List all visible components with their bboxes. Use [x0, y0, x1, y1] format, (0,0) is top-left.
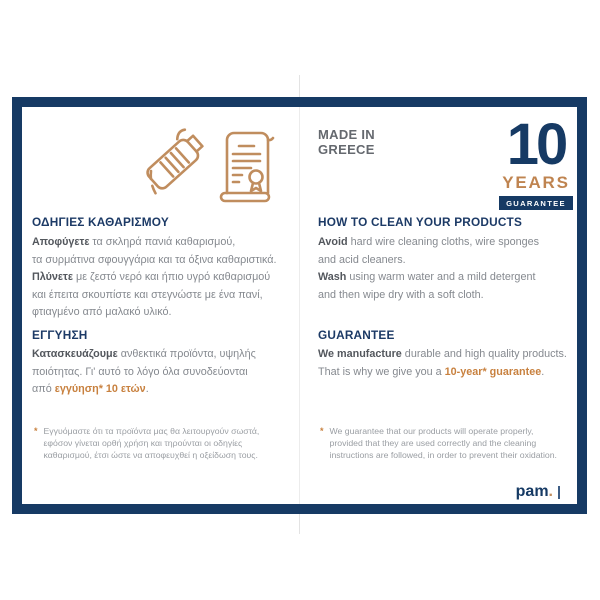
pam-logo-bar	[558, 486, 560, 499]
left-clean-paragraph	[32, 234, 304, 322]
left-footnote	[34, 425, 300, 462]
right-guarantee-heading: GUARANTEE	[318, 328, 395, 342]
body-text: φτιαγμένο από μαλακό υλικό.	[32, 306, 172, 318]
ten-years-guarantee-badge	[499, 112, 573, 210]
asterisk-mark: *	[34, 426, 38, 436]
body-text: ανθεκτικά προϊόντα, υψηλής	[117, 348, 256, 360]
body-bold: Πλύνετε	[32, 271, 73, 283]
body-bold: Κατασκευάζουμε	[32, 348, 118, 360]
right-guarantee-paragraph	[318, 346, 586, 381]
body-text: and acid cleaners.	[318, 253, 406, 266]
footnote-text: We guarantee that our products will operate properly, provided that they are used correctly and the cleaning instructions are followed, in order to prevent their oxidation.	[329, 426, 557, 461]
guarantee-accent-text: 10-year* guarantee	[444, 365, 542, 378]
body-bold: Avoid	[318, 236, 348, 248]
left-clean-heading: ΟΔΗΓΙΕΣ ΚΑΘΑΡΙΣΜΟΥ	[32, 215, 169, 229]
body-text: τα σκληρά πανιά καθαρισμού,	[89, 236, 236, 248]
body-text: και έπειτα σκουπίστε και στεγνώστε με ένα πανί,	[32, 288, 263, 301]
right-clean-paragraph	[318, 234, 586, 304]
fold-line-top	[299, 75, 300, 97]
body-text: ποιότητας. Γι' αυτό το λόγο όλα συνοδεύονται	[32, 365, 248, 378]
body-text: με ζεστό νερό και ήπιο υγρό καθαρισμού	[73, 271, 271, 283]
badge-guarantee-label: GUARANTEE	[499, 196, 573, 210]
left-guarantee-heading: ΕΓΓΥΗΣΗ	[32, 328, 88, 342]
body-text: .	[541, 365, 545, 378]
body-bold: Wash	[318, 271, 347, 283]
pam-logo	[516, 483, 560, 501]
hand-wiping-icon	[144, 121, 208, 205]
body-text: and then wipe dry with a soft cloth.	[318, 288, 484, 301]
card-frame	[12, 97, 587, 514]
body-bold: Αποφύγετε	[32, 236, 90, 248]
body-text: hard wire cleaning cloths, wire sponges	[347, 236, 540, 248]
guarantee-accent-text: εγγύηση* 10 ετών	[54, 383, 146, 395]
body-text: τα συρμάτινα σφουγγάρια και τα όξινα καθαριστικά.	[32, 253, 277, 266]
body-text: using warm water and a mild detergent	[346, 271, 536, 283]
right-clean-heading: HOW TO CLEAN YOUR PRODUCTS	[318, 215, 523, 229]
body-bold: We manufacture	[318, 348, 402, 360]
badge-number: 10	[506, 112, 566, 177]
body-text: από	[32, 383, 55, 395]
certificate-icon	[214, 125, 278, 209]
right-footnote	[320, 425, 586, 462]
body-text: That is why we give you a	[318, 365, 445, 378]
body-text: durable and high quality products.	[401, 348, 567, 360]
asterisk-mark: *	[320, 426, 324, 436]
made-in-label: MADE IN GREECE	[318, 127, 375, 157]
body-text: .	[145, 383, 149, 395]
fold-line-bottom	[299, 514, 300, 534]
badge-years-label: YEARS	[502, 173, 570, 192]
pam-logo-dot: .	[548, 483, 553, 500]
left-guarantee-paragraph	[32, 346, 304, 399]
footnote-text: Εγγυόμαστε ότι τα προϊόντα μας θα λειτουργούν σωστά, εφόσον γίνεται ορθή χρήση και τηρούνται οι οδηγίες καθαρισμού, έτσι ώστε να αποφευχθεί η οξείδωση τους.	[43, 426, 260, 461]
pam-logo-text: pam	[515, 483, 549, 500]
